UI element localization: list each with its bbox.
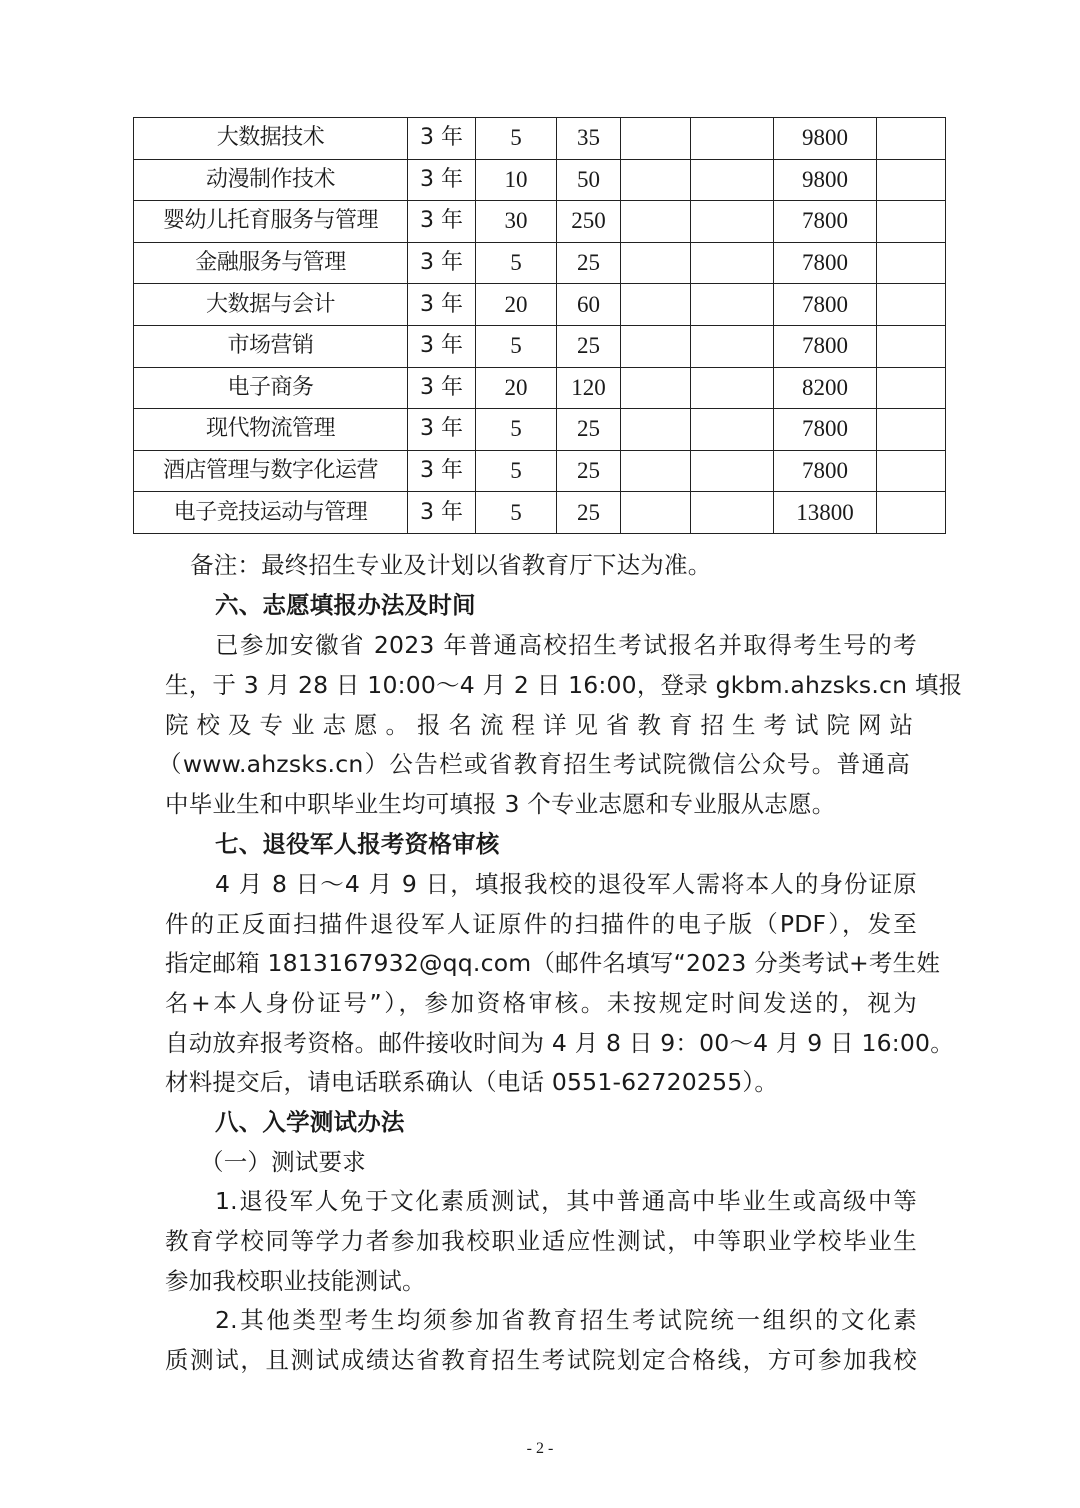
table-row [134,159,946,201]
duration-cell: 3 年 [408,201,476,243]
table-row [134,450,946,492]
page-number: - 2 - [526,1440,554,1457]
empty-cell [621,450,691,492]
section-7-line: 材料提交后，请电话联系确认（电话 0551-62720255）。 [165,1068,779,1096]
tuition-cell: 7800 [774,242,877,284]
empty-cell [691,450,774,492]
section-6-line: 已参加安徽省 2023 年普通高校招生考试报名并取得考生号的考 [215,631,917,659]
empty-cell [691,284,774,326]
tuition-cell: 7800 [774,325,877,367]
table-row [134,409,946,451]
empty-cell [621,367,691,409]
tuition-cell: 13800 [774,492,877,534]
duration-cell: 3 年 [408,159,476,201]
table-row [134,284,946,326]
major-name-cell: 动漫制作技术 [134,159,408,201]
section-8-line: 教育学校同等学力者参加我校职业适应性测试，中等职业学校毕业生 [165,1227,917,1255]
plan-total-cell: 25 [557,409,621,451]
table-row [134,325,946,367]
section-7-line: 件的正反面扫描件退役军人证原件的扫描件的电子版（PDF），发至 [165,910,917,938]
empty-cell [691,118,774,160]
tuition-cell: 7800 [774,409,877,451]
table-row [134,492,946,534]
major-name-cell: 市场营销 [134,325,408,367]
duration-cell: 3 年 [408,409,476,451]
section-7-line: 名+本人身份证号”），参加资格审核。未按规定时间发送的，视为 [165,989,917,1017]
major-name-cell: 电子商务 [134,367,408,409]
table-note: 备注：最终招生专业及计划以省教育厅下达为准。 [190,551,712,579]
empty-cell [691,242,774,284]
tuition-cell: 9800 [774,118,877,160]
plan-count-cell: 5 [476,492,557,534]
plan-count-cell: 20 [476,367,557,409]
empty-cell [877,201,946,243]
section-8-heading: 八、入学测试办法 [215,1108,405,1136]
duration-cell: 3 年 [408,284,476,326]
section-7-heading: 七、退役军人报考资格审核 [215,830,500,858]
empty-cell [877,409,946,451]
empty-cell [691,201,774,243]
table-row [134,201,946,243]
empty-cell [691,492,774,534]
major-name-cell: 婴幼儿托育服务与管理 [134,201,408,243]
empty-cell [877,284,946,326]
plan-count-cell: 5 [476,450,557,492]
plan-total-cell: 35 [557,118,621,160]
plan-count-cell: 5 [476,242,557,284]
section-7-line: 指定邮箱 1813167932@qq.com（邮件名填写“2023 分类考试+考生姓 [165,949,941,977]
empty-cell [621,284,691,326]
section-6-heading: 六、志愿填报办法及时间 [215,591,476,619]
section-7-line: 自动放弃报考资格。邮件接收时间为 4 月 8 日 9：00～4 月 9 日 16:00。 [165,1029,954,1057]
plan-count-cell: 20 [476,284,557,326]
plan-total-cell: 25 [557,450,621,492]
empty-cell [877,325,946,367]
plan-count-cell: 5 [476,325,557,367]
duration-cell: 3 年 [408,492,476,534]
tuition-cell: 8200 [774,367,877,409]
section-8-line: 1.退役军人免于文化素质测试，其中普通高中毕业生或高级中等 [215,1187,917,1215]
section-8-subheading: （一）测试要求 [200,1148,366,1176]
major-name-cell: 金融服务与管理 [134,242,408,284]
empty-cell [621,325,691,367]
plan-count-cell: 30 [476,201,557,243]
empty-cell [691,409,774,451]
tuition-cell: 7800 [774,284,877,326]
plan-total-cell: 60 [557,284,621,326]
plan-total-cell: 25 [557,492,621,534]
table-row [134,367,946,409]
tuition-cell: 7800 [774,450,877,492]
duration-cell: 3 年 [408,450,476,492]
section-7-line: 4 月 8 日～4 月 9 日，填报我校的退役军人需将本人的身份证原 [215,870,917,898]
major-name-cell: 大数据技术 [134,118,408,160]
empty-cell [621,492,691,534]
empty-cell [877,367,946,409]
plan-total-cell: 25 [557,325,621,367]
section-8-line: 质测试，且测试成绩达省教育招生考试院划定合格线，方可参加我校 [165,1346,917,1374]
empty-cell [621,242,691,284]
section-6-line: 生，于 3 月 28 日 10:00～4 月 2 日 16:00，登录 gkbm.ahzsks.cn 填报 [165,671,963,699]
empty-cell [877,492,946,534]
duration-cell: 3 年 [408,367,476,409]
duration-cell: 3 年 [408,325,476,367]
major-name-cell: 酒店管理与数字化运营 [134,450,408,492]
table-row [134,242,946,284]
plan-total-cell: 50 [557,159,621,201]
empty-cell [691,367,774,409]
empty-cell [877,242,946,284]
plan-count-cell: 5 [476,409,557,451]
duration-cell: 3 年 [408,118,476,160]
section-8-line: 参加我校职业技能测试。 [165,1267,426,1295]
empty-cell [621,118,691,160]
empty-cell [621,201,691,243]
section-6-line: 院校及专业志愿。报名流程详见省教育招生考试院网站 [165,711,917,739]
plan-total-cell: 250 [557,201,621,243]
major-name-cell: 现代物流管理 [134,409,408,451]
section-6-line: （www.ahzsks.cn）公告栏或省教育招生考试院微信公众号。普通高 [158,750,910,778]
tuition-cell: 7800 [774,201,877,243]
table-row [134,118,946,160]
empty-cell [877,118,946,160]
tuition-cell: 9800 [774,159,877,201]
empty-cell [621,409,691,451]
plan-total-cell: 120 [557,367,621,409]
section-8-line: 2.其他类型考生均须参加省教育招生考试院统一组织的文化素 [215,1306,917,1334]
empty-cell [877,450,946,492]
plan-total-cell: 25 [557,242,621,284]
empty-cell [691,159,774,201]
empty-cell [691,325,774,367]
empty-cell [621,159,691,201]
empty-cell [877,159,946,201]
major-name-cell: 大数据与会计 [134,284,408,326]
major-name-cell: 电子竞技运动与管理 [134,492,408,534]
plan-count-cell: 10 [476,159,557,201]
plan-count-cell: 5 [476,118,557,160]
section-6-line: 中毕业生和中职毕业生均可填报 3 个专业志愿和专业服从志愿。 [165,790,836,818]
duration-cell: 3 年 [408,242,476,284]
enrollment-plan-table [133,117,946,534]
